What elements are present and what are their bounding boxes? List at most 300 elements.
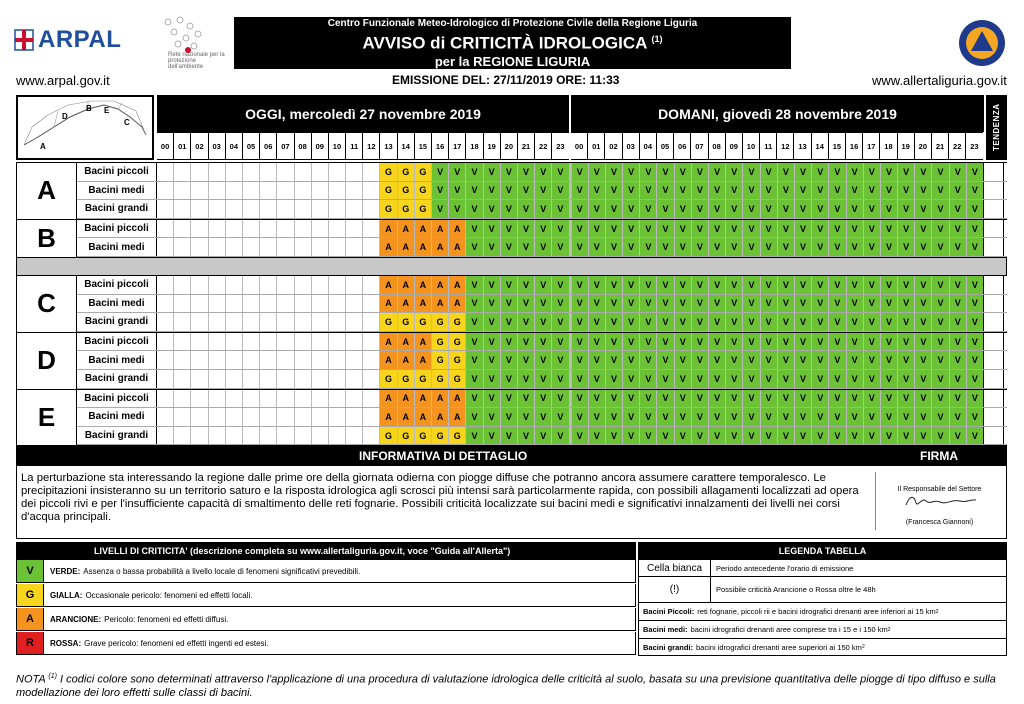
criticality-cell: V bbox=[640, 276, 656, 294]
criticality-cell bbox=[329, 370, 345, 388]
arpal-logo bbox=[14, 26, 121, 54]
arpal-url[interactable]: www.arpal.gov.it bbox=[16, 73, 110, 88]
criticality-cell: V bbox=[572, 220, 588, 238]
criticality-cell: V bbox=[795, 427, 811, 445]
criticality-cell: V bbox=[795, 408, 811, 426]
criticality-cell: V bbox=[761, 276, 777, 294]
criticality-cell: V bbox=[829, 313, 845, 331]
criticality-cell bbox=[226, 200, 242, 218]
criticality-cell: V bbox=[535, 238, 551, 256]
legend-large-desc: bacini idrografici drenanti aree superiori ai 150 km bbox=[696, 642, 862, 652]
criticality-cell: V bbox=[466, 200, 482, 218]
criticality-cell: G bbox=[449, 427, 465, 445]
criticality-cell bbox=[260, 313, 276, 331]
criticality-cell: V bbox=[518, 220, 534, 238]
criticality-cell: V bbox=[501, 220, 517, 238]
criticality-cell: V bbox=[847, 220, 863, 238]
criticality-cell: V bbox=[535, 333, 551, 351]
criticality-cell bbox=[174, 200, 190, 218]
criticality-cell: V bbox=[623, 182, 639, 200]
criticality-cell bbox=[346, 238, 362, 256]
criticality-cell: V bbox=[484, 276, 500, 294]
criticality-cell: V bbox=[657, 313, 673, 331]
level-description bbox=[44, 632, 269, 654]
criticality-cell: V bbox=[589, 390, 605, 408]
criticality-cell bbox=[260, 220, 276, 238]
criticality-cell: V bbox=[950, 351, 966, 369]
hour-cell: 05 bbox=[657, 133, 673, 159]
criticality-cell: V bbox=[675, 313, 691, 331]
criticality-cell: A bbox=[449, 238, 465, 256]
criticality-cell bbox=[209, 351, 225, 369]
trend-header: TENDENZA bbox=[986, 95, 1007, 160]
criticality-cell: V bbox=[552, 351, 568, 369]
criticality-cell: V bbox=[829, 220, 845, 238]
banner-region: per la REGIONE LIGURIA bbox=[434, 53, 591, 69]
criticality-cell bbox=[277, 238, 293, 256]
criticality-cell bbox=[209, 427, 225, 445]
criticality-cell bbox=[363, 238, 379, 256]
criticality-cell: V bbox=[778, 220, 794, 238]
criticality-cell: V bbox=[812, 220, 828, 238]
criticality-cell: V bbox=[743, 370, 759, 388]
title-banner bbox=[234, 17, 791, 69]
criticality-cell: V bbox=[778, 182, 794, 200]
hour-cell: 06 bbox=[260, 133, 276, 159]
criticality-cell: V bbox=[501, 408, 517, 426]
criticality-cell: V bbox=[743, 408, 759, 426]
criticality-cell: A bbox=[415, 238, 431, 256]
criticality-cell: V bbox=[726, 313, 742, 331]
criticality-cell: G bbox=[432, 351, 448, 369]
criticality-cell: V bbox=[829, 390, 845, 408]
criticality-cell bbox=[226, 408, 242, 426]
hour-cell: 03 bbox=[623, 133, 639, 159]
criticality-cell: V bbox=[640, 370, 656, 388]
criticality-cell: V bbox=[484, 220, 500, 238]
criticality-cell bbox=[157, 295, 173, 313]
hour-cell: 22 bbox=[949, 133, 965, 159]
criticality-cell bbox=[346, 370, 362, 388]
criticality-cell: V bbox=[898, 238, 914, 256]
criticality-cell bbox=[209, 313, 225, 331]
criticality-cell: V bbox=[640, 427, 656, 445]
criticality-cell: V bbox=[606, 182, 622, 200]
criticality-cell bbox=[295, 427, 311, 445]
criticality-cell: V bbox=[950, 390, 966, 408]
criticality-cell bbox=[174, 351, 190, 369]
criticality-cell: G bbox=[415, 370, 431, 388]
criticality-cell bbox=[329, 238, 345, 256]
legend-white-desc: Periodo antecedente l'orario di emissione bbox=[716, 563, 854, 573]
criticality-cell: G bbox=[415, 200, 431, 218]
criticality-cell: V bbox=[847, 182, 863, 200]
criticality-cell bbox=[191, 351, 207, 369]
level-name: ROSSA: bbox=[50, 638, 82, 648]
criticality-cell bbox=[174, 370, 190, 388]
criticality-cell: V bbox=[761, 238, 777, 256]
basin-label: Bacini piccoli bbox=[77, 333, 157, 351]
criticality-cell: V bbox=[932, 427, 948, 445]
criticality-cell: G bbox=[398, 163, 414, 181]
criticality-cell: V bbox=[864, 182, 880, 200]
criticality-cell: V bbox=[606, 200, 622, 218]
criticality-cell: A bbox=[432, 295, 448, 313]
criticality-cell: V bbox=[432, 182, 448, 200]
criticality-cell: V bbox=[692, 408, 708, 426]
criticality-cell bbox=[312, 370, 328, 388]
criticality-cell bbox=[295, 200, 311, 218]
criticality-cell: V bbox=[518, 182, 534, 200]
criticality-cell: V bbox=[501, 182, 517, 200]
criticality-cell: V bbox=[623, 295, 639, 313]
allertaliguria-url[interactable]: www.allertaliguria.gov.it bbox=[872, 73, 1007, 88]
criticality-cell: V bbox=[915, 313, 931, 331]
zone-group bbox=[16, 332, 1007, 389]
basin-row bbox=[77, 220, 1007, 239]
criticality-cell: V bbox=[657, 200, 673, 218]
criticality-cell: V bbox=[932, 313, 948, 331]
criticality-cell: V bbox=[915, 276, 931, 294]
criticality-cell: V bbox=[589, 333, 605, 351]
hour-cell: 15 bbox=[415, 133, 431, 159]
hour-cell: 08 bbox=[295, 133, 311, 159]
criticality-cell: V bbox=[640, 295, 656, 313]
criticality-cell: V bbox=[501, 295, 517, 313]
level-row bbox=[16, 608, 636, 631]
criticality-cell: V bbox=[812, 200, 828, 218]
criticality-cell: V bbox=[572, 182, 588, 200]
criticality-cell: V bbox=[518, 408, 534, 426]
criticality-cell bbox=[312, 238, 328, 256]
criticality-cell: V bbox=[795, 313, 811, 331]
legend-white-cell bbox=[638, 560, 1007, 577]
criticality-cell bbox=[191, 163, 207, 181]
criticality-cell: V bbox=[881, 182, 897, 200]
criticality-cell bbox=[174, 333, 190, 351]
criticality-cell bbox=[295, 276, 311, 294]
criticality-cell: V bbox=[623, 313, 639, 331]
criticality-cell: V bbox=[881, 351, 897, 369]
criticality-cell: V bbox=[657, 370, 673, 388]
criticality-cell: V bbox=[589, 276, 605, 294]
criticality-cell bbox=[191, 370, 207, 388]
basin-label: Bacini grandi bbox=[77, 313, 157, 331]
hour-cell: 02 bbox=[191, 133, 207, 159]
criticality-cell: V bbox=[535, 313, 551, 331]
level-code: V bbox=[17, 560, 44, 582]
criticality-cell: V bbox=[864, 351, 880, 369]
criticality-cell: V bbox=[572, 238, 588, 256]
criticality-cell bbox=[209, 182, 225, 200]
criticality-cell bbox=[312, 390, 328, 408]
criticality-cell: V bbox=[709, 351, 725, 369]
criticality-cell bbox=[346, 200, 362, 218]
criticality-cell: V bbox=[675, 200, 691, 218]
criticality-cell: A bbox=[432, 238, 448, 256]
criticality-cell: V bbox=[812, 238, 828, 256]
criticality-cell: V bbox=[864, 295, 880, 313]
criticality-cell: V bbox=[449, 163, 465, 181]
criticality-cell: V bbox=[967, 238, 983, 256]
criticality-cell bbox=[157, 333, 173, 351]
basin-label: Bacini medi bbox=[77, 238, 157, 256]
criticality-cell: G bbox=[398, 313, 414, 331]
criticality-cell bbox=[329, 200, 345, 218]
criticality-cell: V bbox=[847, 238, 863, 256]
criticality-cell bbox=[226, 370, 242, 388]
criticality-cell bbox=[191, 182, 207, 200]
basin-row bbox=[77, 408, 1007, 427]
hour-cell: 13 bbox=[380, 133, 396, 159]
level-code: A bbox=[17, 608, 44, 630]
criticality-cell: V bbox=[606, 390, 622, 408]
criticality-cell bbox=[329, 351, 345, 369]
criticality-cell: V bbox=[572, 333, 588, 351]
criticality-cell bbox=[363, 370, 379, 388]
hour-cell: 04 bbox=[640, 133, 656, 159]
hour-cell: 01 bbox=[174, 133, 190, 159]
grid-separator bbox=[16, 257, 1007, 275]
criticality-cell bbox=[260, 200, 276, 218]
criticality-cell: V bbox=[623, 276, 639, 294]
emission-datetime: EMISSIONE DEL: 27/11/2019 ORE: 11:33 bbox=[392, 73, 620, 87]
zone-letter: E bbox=[16, 390, 77, 446]
basin-label: Bacini piccoli bbox=[77, 276, 157, 294]
criticality-cell: V bbox=[812, 182, 828, 200]
criticality-cell bbox=[312, 200, 328, 218]
criticality-cell: G bbox=[415, 163, 431, 181]
hour-cell: 22 bbox=[535, 133, 551, 159]
criticality-cell: V bbox=[967, 351, 983, 369]
zone-letter: A bbox=[16, 163, 77, 219]
footnote-mark: (1) bbox=[48, 673, 57, 680]
liguria-map-icon bbox=[18, 97, 152, 158]
criticality-cell: A bbox=[449, 408, 465, 426]
criticality-cell: G bbox=[380, 370, 396, 388]
criticality-cell: V bbox=[606, 370, 622, 388]
signature-box bbox=[875, 472, 1003, 530]
basin-row bbox=[77, 313, 1007, 332]
legend-medium-name: Bacini medi: bbox=[643, 625, 688, 634]
criticality-cell bbox=[363, 163, 379, 181]
criticality-cell bbox=[191, 333, 207, 351]
criticality-cell: V bbox=[915, 408, 931, 426]
criticality-cell bbox=[174, 238, 190, 256]
criticality-cell bbox=[157, 182, 173, 200]
criticality-cell bbox=[346, 276, 362, 294]
criticality-cell bbox=[174, 390, 190, 408]
signer-name: (Francesca Giannoni) bbox=[905, 519, 974, 526]
criticality-cell: V bbox=[589, 427, 605, 445]
criticality-cell: V bbox=[518, 238, 534, 256]
criticality-cell: A bbox=[380, 276, 396, 294]
criticality-cell: V bbox=[449, 200, 465, 218]
hour-cell: 12 bbox=[363, 133, 379, 159]
signer-role: Il Responsabile del Settore bbox=[897, 486, 982, 493]
criticality-cell: V bbox=[572, 276, 588, 294]
criticality-cell: V bbox=[881, 200, 897, 218]
criticality-cell: V bbox=[466, 427, 482, 445]
criticality-cell: V bbox=[484, 390, 500, 408]
criticality-cell: A bbox=[380, 295, 396, 313]
legend-header: LEGENDA TABELLA bbox=[638, 542, 1007, 560]
criticality-cell: V bbox=[795, 182, 811, 200]
criticality-cell: V bbox=[847, 313, 863, 331]
criticality-cell: G bbox=[415, 313, 431, 331]
hour-cell: 10 bbox=[329, 133, 345, 159]
criticality-cell: V bbox=[726, 427, 742, 445]
criticality-cell: V bbox=[726, 220, 742, 238]
criticality-cell: V bbox=[623, 427, 639, 445]
criticality-cell: V bbox=[657, 333, 673, 351]
criticality-cell bbox=[226, 276, 242, 294]
criticality-cell: V bbox=[552, 200, 568, 218]
criticality-cell bbox=[277, 427, 293, 445]
criticality-cell: V bbox=[829, 238, 845, 256]
criticality-cell bbox=[277, 313, 293, 331]
criticality-cell: V bbox=[967, 200, 983, 218]
hour-cell: 07 bbox=[691, 133, 707, 159]
criticality-cell: V bbox=[778, 408, 794, 426]
legend-small-basins bbox=[638, 603, 1007, 621]
criticality-cell: G bbox=[432, 333, 448, 351]
criticality-cell bbox=[191, 390, 207, 408]
criticality-cell bbox=[243, 370, 259, 388]
criticality-cell: A bbox=[415, 276, 431, 294]
criticality-cell: V bbox=[675, 351, 691, 369]
criticality-cell: V bbox=[864, 163, 880, 181]
criticality-cell: V bbox=[518, 351, 534, 369]
criticality-cell: V bbox=[881, 390, 897, 408]
criticality-cell: A bbox=[415, 333, 431, 351]
criticality-cell bbox=[363, 276, 379, 294]
criticality-cell: V bbox=[692, 276, 708, 294]
zone-letter: D bbox=[16, 333, 77, 389]
criticality-cell: V bbox=[623, 220, 639, 238]
hour-cell: 04 bbox=[226, 133, 242, 159]
criticality-cell: V bbox=[761, 408, 777, 426]
criticality-cell: V bbox=[778, 370, 794, 388]
criticality-cell: V bbox=[898, 295, 914, 313]
criticality-cell bbox=[363, 351, 379, 369]
map-zone-b: B bbox=[86, 104, 92, 113]
criticality-cell: V bbox=[726, 163, 742, 181]
criticality-cell bbox=[243, 238, 259, 256]
criticality-cell: V bbox=[675, 427, 691, 445]
criticality-cell bbox=[346, 295, 362, 313]
basin-row bbox=[77, 390, 1007, 409]
criticality-cell bbox=[329, 220, 345, 238]
trend-cell bbox=[983, 370, 1004, 388]
criticality-cell: V bbox=[535, 220, 551, 238]
criticality-cell: V bbox=[829, 408, 845, 426]
criticality-cell: V bbox=[743, 182, 759, 200]
criticality-cell: V bbox=[761, 313, 777, 331]
level-description bbox=[44, 608, 228, 630]
criticality-cell bbox=[277, 182, 293, 200]
criticality-cell: V bbox=[915, 238, 931, 256]
hour-cell: 18 bbox=[466, 133, 482, 159]
basin-label: Bacini piccoli bbox=[77, 220, 157, 238]
criticality-cell: V bbox=[466, 333, 482, 351]
criticality-cell: V bbox=[657, 390, 673, 408]
criticality-cell bbox=[312, 408, 328, 426]
criticality-cell: V bbox=[675, 276, 691, 294]
criticality-cell bbox=[226, 163, 242, 181]
criticality-cell bbox=[363, 427, 379, 445]
criticality-cell: A bbox=[415, 390, 431, 408]
trend-cell bbox=[983, 163, 1004, 181]
criticality-cell: V bbox=[466, 276, 482, 294]
hour-cell: 18 bbox=[880, 133, 896, 159]
criticality-cell bbox=[174, 295, 190, 313]
basin-label: Bacini grandi bbox=[77, 427, 157, 445]
criticality-cell: V bbox=[640, 220, 656, 238]
criticality-cell bbox=[295, 163, 311, 181]
criticality-cell: V bbox=[743, 295, 759, 313]
criticality-cell: V bbox=[657, 408, 673, 426]
criticality-cell: A bbox=[432, 220, 448, 238]
criticality-cell bbox=[295, 182, 311, 200]
criticality-cell: V bbox=[898, 182, 914, 200]
criticality-cell: V bbox=[726, 238, 742, 256]
criticality-cell: V bbox=[640, 408, 656, 426]
hour-cell: 08 bbox=[709, 133, 725, 159]
criticality-cell: V bbox=[709, 295, 725, 313]
criticality-cell: V bbox=[675, 333, 691, 351]
basin-label: Bacini piccoli bbox=[77, 163, 157, 181]
criticality-cell bbox=[277, 163, 293, 181]
criticality-cell: V bbox=[864, 370, 880, 388]
criticality-cell: V bbox=[466, 370, 482, 388]
criticality-cell bbox=[329, 295, 345, 313]
criticality-cell bbox=[157, 390, 173, 408]
criticality-cell: G bbox=[415, 427, 431, 445]
criticality-cell: G bbox=[380, 427, 396, 445]
criticality-cell: V bbox=[589, 238, 605, 256]
criticality-cell bbox=[312, 295, 328, 313]
criticality-cell: V bbox=[898, 370, 914, 388]
criticality-cell: V bbox=[761, 163, 777, 181]
hour-cell: 07 bbox=[277, 133, 293, 159]
criticality-cell: V bbox=[932, 220, 948, 238]
zone-group bbox=[16, 219, 1007, 257]
criticality-cell: A bbox=[415, 351, 431, 369]
hour-cell: 06 bbox=[674, 133, 690, 159]
criticality-cell: V bbox=[778, 313, 794, 331]
criticality-cell: V bbox=[950, 200, 966, 218]
banner-subtitle: Centro Funzionale Meteo-Idrologico di Protezione Civile della Regione Liguria bbox=[327, 18, 698, 29]
criticality-cell bbox=[312, 163, 328, 181]
criticality-cell bbox=[157, 238, 173, 256]
criticality-cell: G bbox=[380, 200, 396, 218]
criticality-cell: V bbox=[501, 276, 517, 294]
criticality-cell: V bbox=[881, 276, 897, 294]
criticality-cell: V bbox=[572, 295, 588, 313]
criticality-cell: V bbox=[726, 351, 742, 369]
criticality-cell bbox=[260, 408, 276, 426]
criticality-cell: V bbox=[675, 182, 691, 200]
criticality-cell bbox=[295, 333, 311, 351]
criticality-cell: V bbox=[466, 238, 482, 256]
basin-label: Bacini medi bbox=[77, 182, 157, 200]
criticality-cell: G bbox=[398, 370, 414, 388]
criticality-cell: V bbox=[623, 390, 639, 408]
hour-cell: 00 bbox=[157, 133, 173, 159]
criticality-cell bbox=[260, 276, 276, 294]
criticality-cell bbox=[209, 295, 225, 313]
